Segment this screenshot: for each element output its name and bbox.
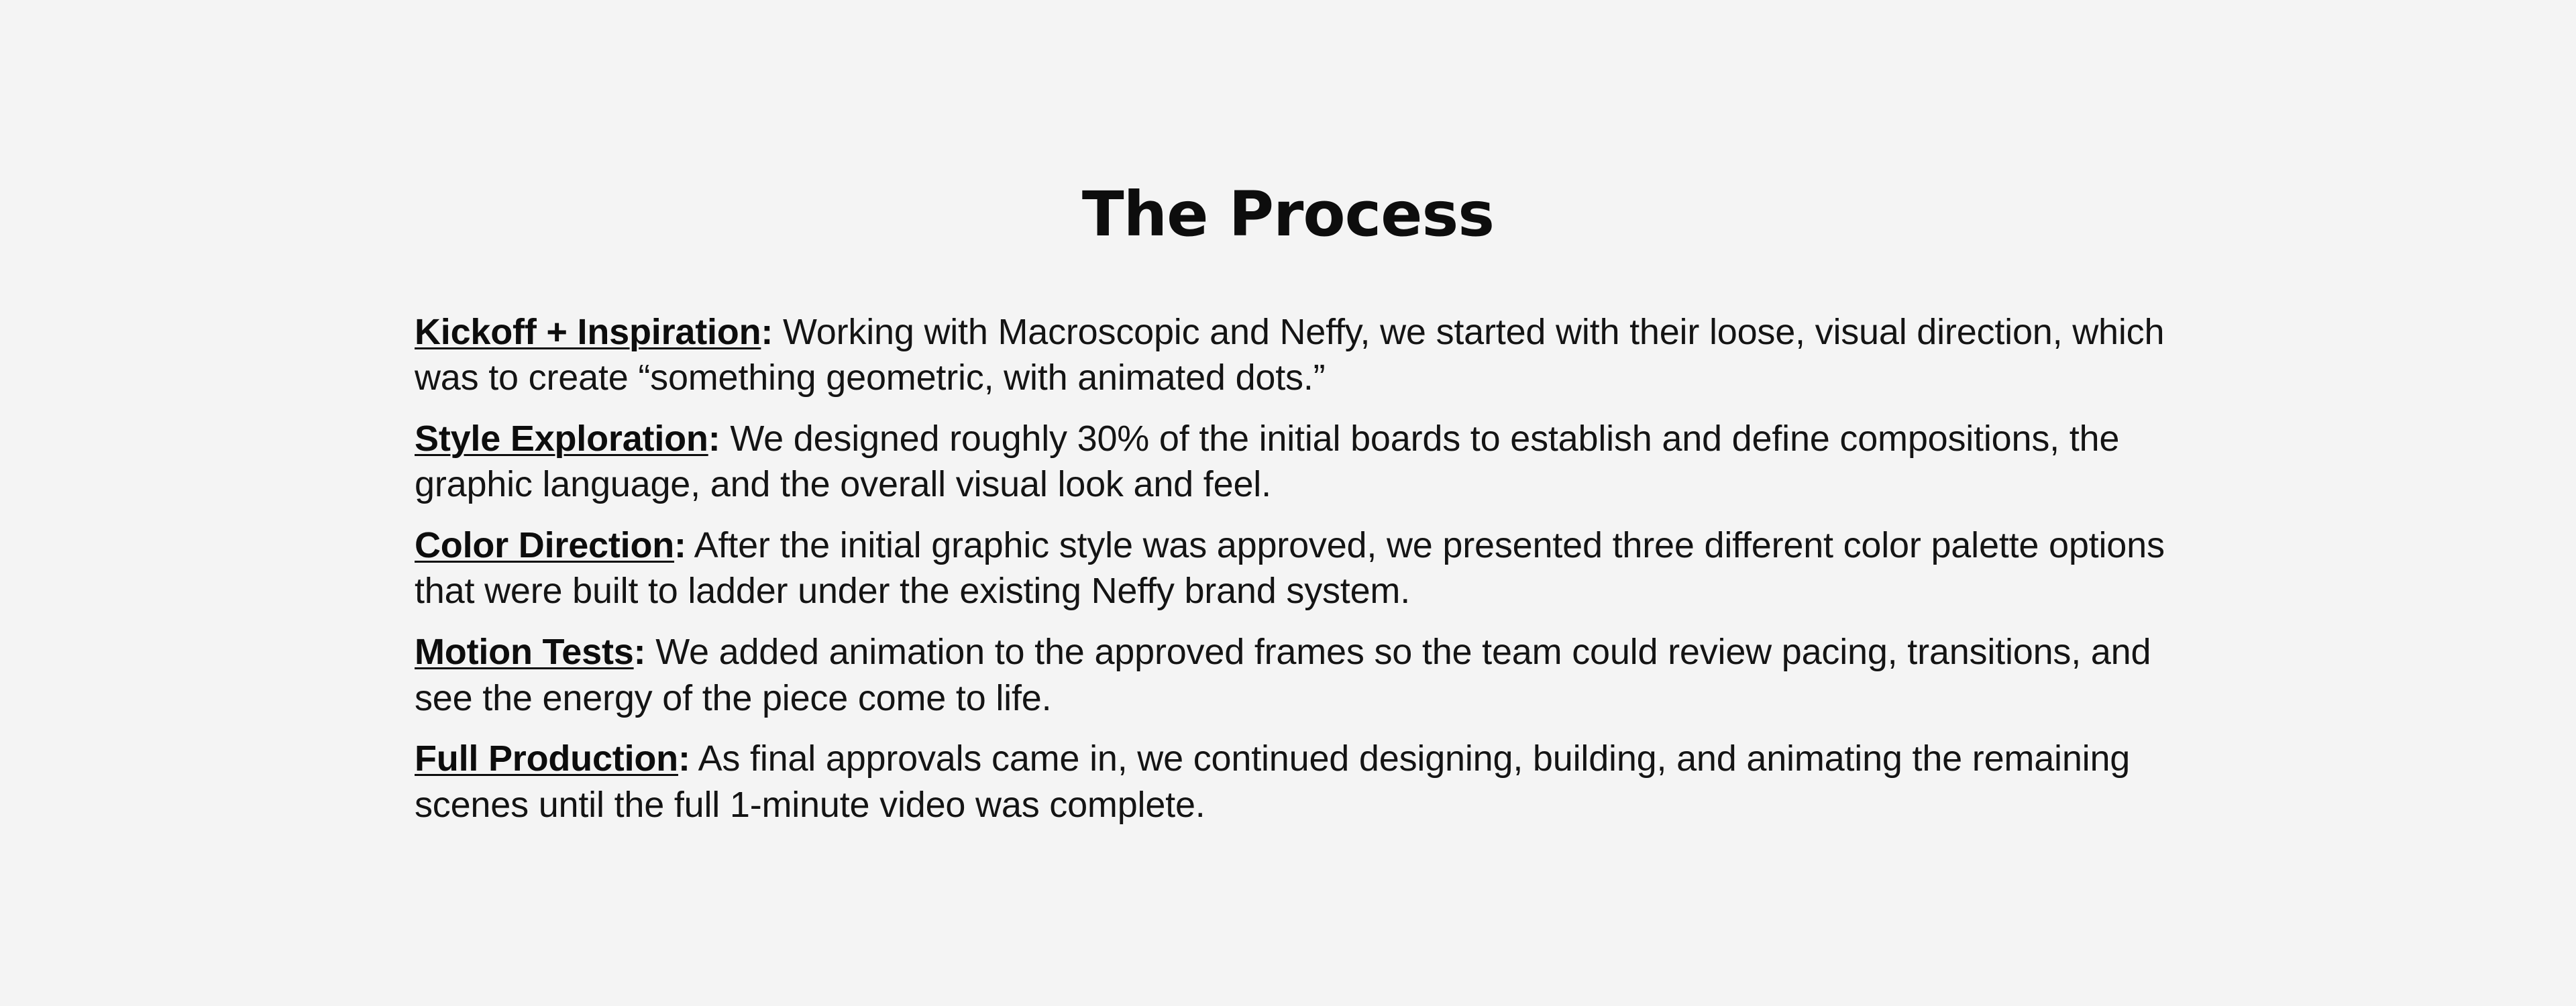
process-item-text: We designed roughly 30% of the initial boards to establish and define compositions, the graphic language, and the overall visual look and feel. [415, 418, 2120, 505]
page-title: The Process [1081, 178, 1495, 250]
process-item-label: Motion Tests [415, 632, 634, 673]
process-item-separator: : [708, 418, 720, 459]
list-item [415, 522, 2165, 614]
process-item-label: Full Production [415, 738, 678, 779]
process-item-text: As final approvals came in, we continued designing, building, and animating the remaining scenes until the full 1-minute video was complete. [415, 738, 2131, 825]
process-list [415, 309, 2165, 828]
process-item-text: After the initial graphic style was approved, we presented three different color palette options that were built to ladder under the existing Neffy brand system. [415, 524, 2165, 612]
process-item-text: Working with Macroscopic and Neffy, we started with their loose, visual direction, which was to create “something geometric, with animated dots.” [415, 311, 2165, 398]
process-item-label: Style Exploration [415, 418, 708, 459]
process-item-separator: : [633, 632, 646, 673]
process-item-separator: : [674, 524, 686, 565]
process-item-text: We added animation to the approved frames so the team could review pacing, transitions, and see the energy of the piece come to life. [415, 632, 2151, 718]
process-item-label: Color Direction [415, 524, 675, 565]
list-item [415, 416, 2165, 508]
list-item [415, 309, 2165, 401]
process-item-separator: : [761, 311, 773, 352]
list-item [415, 629, 2165, 721]
process-item-label: Kickoff + Inspiration [415, 311, 761, 352]
list-item [415, 736, 2165, 828]
process-item-separator: : [678, 738, 690, 779]
